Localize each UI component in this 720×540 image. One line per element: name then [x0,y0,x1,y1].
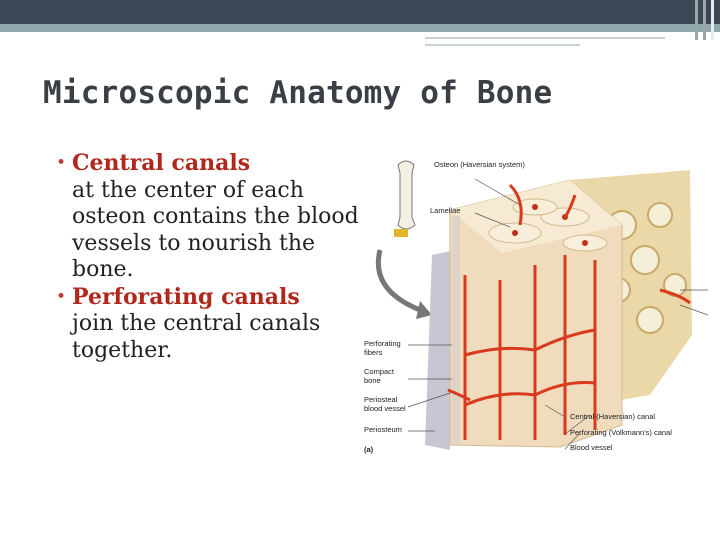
label-periosteal-vessel: Periosteal blood vessel [364,395,406,413]
bullet-item [50,284,360,365]
header-accent-band [0,24,720,32]
header-rule-1 [425,37,665,39]
header-rule-2 [425,44,580,46]
bullet-dot: • [56,153,67,173]
bullet-term: Perforating canals [72,283,300,310]
label-central-canal: Central (Haversian) canal [570,412,656,421]
label-blood-vessel: Blood vessel [570,443,613,452]
bullet-dot: • [56,286,67,307]
header-band [0,0,720,24]
bullet-item [50,150,360,284]
label-periosteum: Periosteum [364,425,402,434]
zoom-arrow-head [416,301,432,319]
zoom-arrow [378,250,420,310]
bullet-text: join the central canals together. [72,311,321,363]
label-panel: (a) [364,445,374,454]
label-perforating-fibers: Perforating fibers [364,339,401,357]
label-osteon: Osteon (Haversian system) [434,160,525,169]
bullet-list [50,150,360,364]
label-compact-bone: Compact bone [364,367,395,385]
header-tick [695,0,698,40]
bullet-term: Central canals [72,150,251,176]
slide-title: Microscopic Anatomy of Bone [43,75,553,111]
bullet-text: at the center of each osteon contains the blood vessels to nourish the bone. [72,177,359,282]
label-perforating-canal: Perforating (Volkmann's) canal [570,428,672,437]
header-tick [711,0,714,40]
outer-circumferential-lamellae [452,215,460,444]
bone-illustration [360,155,708,460]
long-bone-icon [394,161,415,237]
header-tick [703,0,706,40]
bone-diagram [360,155,708,460]
label-lamellae: Lamellae [430,206,461,215]
